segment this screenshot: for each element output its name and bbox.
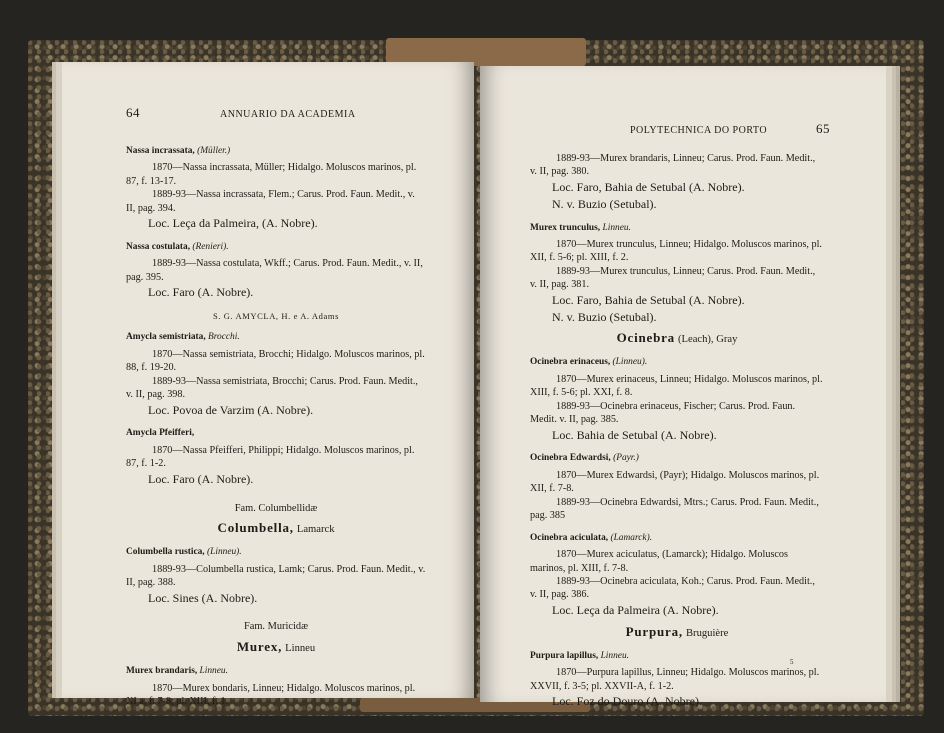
locality-line: Loc. Sines (A. Nobre). [148, 590, 258, 605]
species-heading [126, 546, 426, 558]
locality-line: Loc. Leça da Palmeira, (A. Nobre). [148, 216, 318, 231]
running-head-left: ANNUARIO DA ACADEMIA [220, 109, 356, 120]
footer-mark: 5 [790, 658, 794, 666]
genus-name: Murex, [236, 639, 283, 655]
species-heading [530, 356, 824, 368]
citation-paragraph: 1889-93—Nassa semistriata, Brocchi; Carus. Prod. Faun. Medit., v. II, pag. 398. [126, 375, 418, 401]
genus-author: Lamarck [296, 524, 335, 536]
species-name: Amycla Pfeifferi, [126, 428, 195, 439]
citation-paragraph: 1889-93—Ocinebra erinaceus, Fischer; Carus. Prod. Faun. Medit. v. II, pag. 385. [530, 400, 796, 426]
locality-line: Loc. Faro, Bahia de Setubal (A. Nobre). [552, 292, 745, 307]
citation-paragraph: 1889-93—Murex brandaris, Linneu; Carus. Prod. Faun. Medit., v. II, pag. 380. [530, 153, 816, 178]
citation-paragraph: 1889-93—Ocinebra aciculata, Koh.; Carus. Prod. Faun. Medit., v. II, pag. 386. [530, 575, 815, 601]
citation-paragraph: 1870—Purpura lapillus, Linneu; Hidalgo. Moluscos marinos, pl. XXVII, f. 3-5; pl. XXVII-A, f. 1-2. [530, 667, 820, 692]
citation-paragraph: 1870—Nassa Pfeifferi, Philippi; Hidalgo. Moluscos marinos, pl. 87, f. 1-2. [126, 444, 415, 470]
citation-paragraph: 1870—Nassa incrassata, Müller; Hidalgo. Moluscos marinos, pl. 87, f. 13-17. [126, 162, 417, 187]
left-page [62, 62, 474, 707]
page-number-right: 65 [816, 121, 830, 136]
species-author: (Linneu). [207, 547, 242, 558]
species-author: Linneu. [602, 222, 631, 233]
citation-paragraph: 1889-93—Ocinebra Edwardsi, Mtrs.; Carus. Prod. Faun. Medit., pag. 385 [530, 496, 819, 522]
locality-line: Loc. Faro (A. Nobre). [148, 471, 254, 486]
species-author: Linneu. [199, 666, 228, 677]
species-name: Amycla semistriata, [126, 332, 206, 343]
species-name: Ocinebra erinaceus, [530, 357, 611, 368]
locality-line: Loc. Bahia de Setubal (A. Nobre). [552, 427, 717, 442]
species-name: Ocinebra aciculata, [530, 532, 609, 543]
locality-line: N. v. Buzio (Setubal). [552, 196, 657, 211]
locality-line: Loc. Faro, Bahia de Setubal (A. Nobre). [552, 179, 745, 194]
species-author: (Renieri). [192, 242, 229, 253]
species-heading [126, 145, 426, 157]
citation-paragraph: 1870—Murex trunculus, Linneu; Hidalgo. Moluscos marinos, pl. XII, f. 5-6; pl. XIII, f. 2. [530, 238, 822, 264]
family-heading: Fam. Columbellidæ [234, 502, 318, 514]
species-author: (Müller.) [197, 146, 231, 156]
genus-author: Bruguière [685, 627, 729, 639]
genus-author: Linneu [285, 643, 316, 655]
species-author: (Lamarck). [610, 532, 653, 543]
species-author: Brocchi. [208, 332, 240, 343]
genus-heading [126, 638, 426, 656]
citation-paragraph: 1870—Murex aciculatus, (Lamarck); Hidalgo. Moluscos marinos, pl. XIII, f. 7-8. [530, 549, 788, 574]
genus-name: Columbella, [217, 520, 294, 536]
species-name: Nassa incrassata, [126, 146, 195, 156]
species-heading [530, 650, 824, 662]
locality-line: N. v. Buzio (Setubal). [552, 309, 657, 324]
running-head-right: POLYTECHNICA DO PORTO [630, 125, 768, 136]
species-heading [126, 241, 426, 253]
species-author: (Linneu). [612, 357, 648, 368]
citation-paragraph: 1889-93—Murex trunculus, Linneu; Carus. Prod. Faun. Medit., v. II, pag. 381. [530, 265, 816, 291]
species-heading [126, 331, 426, 343]
citation-paragraph: 1889-93—Nassa costulata, Wkff.; Carus. Prod. Faun. Medit., v. II, pag. 395. [126, 258, 423, 283]
species-name: Purpura lapillus, [530, 650, 599, 661]
species-heading [126, 665, 426, 677]
species-heading [126, 427, 426, 439]
subgenus-heading: S. G. AMYCLA, H. e A. Adams [213, 311, 339, 322]
species-name: Murex brandaris, [126, 666, 198, 677]
family-heading: Fam. Muricidæ [243, 621, 309, 633]
species-name: Nassa costulata, [126, 242, 191, 253]
species-name: Columbella rustica, [126, 547, 205, 558]
species-heading [530, 222, 824, 234]
genus-author: (Leach), Gray [678, 334, 738, 346]
right-page [480, 66, 886, 708]
genus-name: Purpura, [625, 623, 683, 639]
locality-line: Loc. Povoa de Varzim (A. Nobre). [148, 402, 314, 417]
citation-paragraph: 1870—Nassa semistriata, Brocchi; Hidalgo. Moluscos marinos, pl. 88, f. 19-20. [126, 348, 425, 374]
genus-heading [530, 623, 824, 641]
right-page-content [530, 152, 824, 710]
page-number-left: 64 [126, 105, 140, 120]
genus-name: Ocinebra [616, 330, 675, 346]
left-page-content [126, 136, 426, 708]
locality-line: Loc. Leça da Palmeira (A. Nobre). [552, 602, 719, 617]
citation-paragraph: 1889-93—Nassa incrassata, Flem.; Carus. Prod. Faun. Medit., v. II, pag. 394. [126, 189, 415, 214]
citation-paragraph: 1870—Murex bondaris, Linneu; Hidalgo. Moluscos marinos, pl. XI a, f. 7-8; pl. XIII, f. 1. [126, 682, 416, 707]
citation-paragraph: 1870—Murex erinaceus, Linneu; Hidalgo. Moluscos marinos, pl. XIII, f. 5-6; pl. XXI, f. 8. [530, 373, 823, 399]
species-name: Ocinebra Edwardsi, [530, 453, 611, 464]
locality-line: Loc. Foz do Douro (A. Nobre). [552, 694, 702, 708]
citation-paragraph: 1889-93—Columbella rustica, Lamk; Carus. Prod. Faun. Medit., v. II, pag. 388. [126, 563, 426, 589]
species-name: Murex trunculus, [530, 222, 601, 233]
species-author: Linneu. [600, 650, 629, 661]
locality-line: Loc. Faro (A. Nobre). [148, 285, 254, 300]
genus-heading [530, 329, 824, 347]
species-author: (Payr.) [613, 453, 639, 464]
citation-paragraph: 1870—Murex Edwardsi, (Payr); Hidalgo. Moluscos marinos, pl. XII, f. 7-8. [530, 469, 820, 495]
species-heading [530, 452, 824, 464]
genus-heading [126, 519, 426, 537]
species-heading [530, 532, 824, 544]
